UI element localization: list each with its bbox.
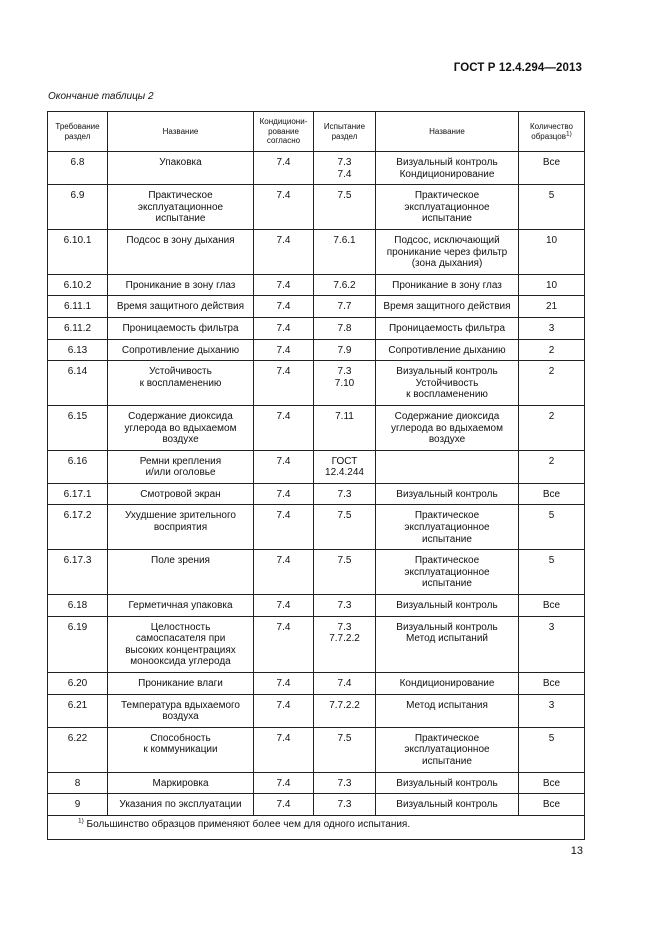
sample-count-cell: Все	[519, 595, 585, 617]
sample-count-cell: Все	[519, 483, 585, 505]
table-row	[48, 317, 585, 339]
requirement-section-cell: 6.13	[48, 339, 108, 361]
table-row	[48, 727, 585, 772]
test-section-cell: 7.3	[314, 595, 376, 617]
page-number: 13	[570, 845, 583, 857]
conditioning-cell: 7.4	[254, 405, 314, 450]
conditioning-cell: 7.4	[254, 229, 314, 274]
requirement-section-cell: 6.18	[48, 595, 108, 617]
test-section-cell: 7.3	[314, 483, 376, 505]
test-section-cell: ГОСТ 12.4.244	[314, 450, 376, 483]
test-name-cell: Визуальный контроль Устойчивость к воспламенению	[376, 361, 519, 406]
sample-count-cell: 21	[519, 296, 585, 318]
requirement-section-cell: 6.8	[48, 152, 108, 185]
table-row	[48, 152, 585, 185]
test-section-cell: 7.3	[314, 794, 376, 816]
requirement-name-cell: Устойчивость к воспламенению	[108, 361, 254, 406]
requirement-section-cell: 6.21	[48, 694, 108, 727]
test-name-cell: Визуальный контроль	[376, 794, 519, 816]
requirement-name-cell: Упаковка	[108, 152, 254, 185]
test-name-cell: Практическое эксплуатационное испытание	[376, 505, 519, 550]
sample-count-cell: 5	[519, 505, 585, 550]
test-name-cell	[376, 450, 519, 483]
test-section-cell: 7.3 7.7.2.2	[314, 616, 376, 672]
requirement-section-cell: 6.15	[48, 405, 108, 450]
requirement-section-cell: 6.14	[48, 361, 108, 406]
conditioning-cell: 7.4	[254, 673, 314, 695]
requirement-section-cell: 6.17.1	[48, 483, 108, 505]
requirement-section-cell: 6.17.2	[48, 505, 108, 550]
requirement-section-cell: 6.22	[48, 727, 108, 772]
table-row	[48, 694, 585, 727]
requirement-name-cell: Проникание в зону глаз	[108, 274, 254, 296]
sample-count-cell: 3	[519, 616, 585, 672]
table-row	[48, 339, 585, 361]
requirement-name-cell: Проникание влаги	[108, 673, 254, 695]
test-name-cell: Подсос, исключающий проникание через фильтр (зона дыхания)	[376, 229, 519, 274]
document-header: ГОСТ Р 12.4.294—2013	[453, 62, 582, 74]
requirement-name-cell: Герметичная упаковка	[108, 595, 254, 617]
requirement-section-cell: 6.17.3	[48, 550, 108, 595]
column-header: Название	[376, 112, 519, 152]
requirement-name-cell: Содержание диоксида углерода во вдыхаемом воздухе	[108, 405, 254, 450]
requirement-section-cell: 6.9	[48, 185, 108, 230]
requirement-name-cell: Температура вдыхаемого воздуха	[108, 694, 254, 727]
conditioning-cell: 7.4	[254, 296, 314, 318]
requirement-name-cell: Поле зрения	[108, 550, 254, 595]
test-name-cell: Сопротивление дыханию	[376, 339, 519, 361]
conditioning-cell: 7.4	[254, 317, 314, 339]
test-section-cell: 7.3 7.10	[314, 361, 376, 406]
test-section-cell: 7.4	[314, 673, 376, 695]
sample-count-cell: Все	[519, 673, 585, 695]
conditioning-cell: 7.4	[254, 483, 314, 505]
sample-count-cell: 2	[519, 405, 585, 450]
test-section-cell: 7.7	[314, 296, 376, 318]
footnote-marker: 1)	[78, 817, 84, 825]
test-name-cell: Визуальный контроль	[376, 772, 519, 794]
sample-count-cell: 5	[519, 727, 585, 772]
sample-count-cell: Все	[519, 772, 585, 794]
column-header: Испытание раздел	[314, 112, 376, 152]
sample-count-cell: 2	[519, 450, 585, 483]
test-name-cell: Практическое эксплуатационное испытание	[376, 550, 519, 595]
requirement-name-cell: Ухудшение зрительного восприятия	[108, 505, 254, 550]
footnote-text: Большинство образцов применяют более чем для одного испытания.	[83, 818, 411, 830]
table-row	[48, 450, 585, 483]
requirement-section-cell: 6.20	[48, 673, 108, 695]
requirement-name-cell: Подсос в зону дыхания	[108, 229, 254, 274]
table-row	[48, 616, 585, 672]
test-name-cell: Визуальный контроль	[376, 483, 519, 505]
test-section-cell: 7.9	[314, 339, 376, 361]
table-row	[48, 550, 585, 595]
test-name-cell: Время защитного действия	[376, 296, 519, 318]
conditioning-cell: 7.4	[254, 794, 314, 816]
test-name-cell: Метод испытания	[376, 694, 519, 727]
requirement-section-cell: 6.19	[48, 616, 108, 672]
table-row	[48, 185, 585, 230]
table-row	[48, 229, 585, 274]
requirement-section-cell: 6.11.1	[48, 296, 108, 318]
requirement-name-cell: Ремни крепления и/или оголовье	[108, 450, 254, 483]
table-row	[48, 595, 585, 617]
sample-count-cell: 3	[519, 317, 585, 339]
test-name-cell: Визуальный контроль Метод испытаний	[376, 616, 519, 672]
table-row	[48, 296, 585, 318]
conditioning-cell: 7.4	[254, 361, 314, 406]
test-section-cell: 7.3	[314, 772, 376, 794]
table-row	[48, 673, 585, 695]
requirement-section-cell: 9	[48, 794, 108, 816]
test-name-cell: Содержание диоксида углерода во вдыхаемом воздухе	[376, 405, 519, 450]
table-row	[48, 274, 585, 296]
sample-count-cell: 5	[519, 550, 585, 595]
table-row	[48, 361, 585, 406]
conditioning-cell: 7.4	[254, 185, 314, 230]
requirement-section-cell: 6.11.2	[48, 317, 108, 339]
test-name-cell: Практическое эксплуатационное испытание	[376, 727, 519, 772]
test-section-cell: 7.5	[314, 550, 376, 595]
sample-count-cell: 2	[519, 339, 585, 361]
conditioning-cell: 7.4	[254, 274, 314, 296]
conditioning-cell: 7.4	[254, 339, 314, 361]
conditioning-cell: 7.4	[254, 616, 314, 672]
requirement-section-cell: 8	[48, 772, 108, 794]
column-header: Название	[108, 112, 254, 152]
requirement-name-cell: Маркировка	[108, 772, 254, 794]
test-name-cell: Визуальный контроль	[376, 595, 519, 617]
requirement-section-cell: 6.10.2	[48, 274, 108, 296]
table-row	[48, 405, 585, 450]
sample-count-cell: 5	[519, 185, 585, 230]
test-section-cell: 7.6.1	[314, 229, 376, 274]
requirement-section-cell: 6.10.1	[48, 229, 108, 274]
requirement-name-cell: Смотровой экран	[108, 483, 254, 505]
test-section-cell: 7.5	[314, 185, 376, 230]
table-row	[48, 772, 585, 794]
requirement-name-cell: Проницаемость фильтра	[108, 317, 254, 339]
requirement-name-cell: Указания по эксплуатации	[108, 794, 254, 816]
conditioning-cell: 7.4	[254, 550, 314, 595]
conditioning-cell: 7.4	[254, 727, 314, 772]
requirement-name-cell: Сопротивление дыханию	[108, 339, 254, 361]
conditioning-cell: 7.4	[254, 772, 314, 794]
test-section-cell: 7.6.2	[314, 274, 376, 296]
sample-count-cell: Все	[519, 794, 585, 816]
conditioning-cell: 7.4	[254, 152, 314, 185]
test-section-cell: 7.5	[314, 727, 376, 772]
conditioning-cell: 7.4	[254, 450, 314, 483]
test-section-cell: 7.11	[314, 405, 376, 450]
sample-count-cell: Все	[519, 152, 585, 185]
test-section-cell: 7.7.2.2	[314, 694, 376, 727]
test-name-cell: Практическое эксплуатационное испытание	[376, 185, 519, 230]
footnote-marker: 1)	[565, 129, 572, 137]
test-section-cell: 7.8	[314, 317, 376, 339]
requirement-section-cell: 6.16	[48, 450, 108, 483]
conditioning-cell: 7.4	[254, 505, 314, 550]
sample-count-cell: 10	[519, 274, 585, 296]
conditioning-cell: 7.4	[254, 694, 314, 727]
table-row	[48, 794, 585, 816]
column-header: Требование раздел	[48, 112, 108, 152]
footnote-row	[48, 815, 585, 839]
requirement-name-cell: Время защитного действия	[108, 296, 254, 318]
sample-count-cell: 10	[519, 229, 585, 274]
table-header-row	[48, 112, 585, 152]
test-name-cell: Проникание в зону глаз	[376, 274, 519, 296]
column-header-label: Количество образцов	[530, 121, 573, 141]
table-caption: Окончание таблицы 2	[48, 91, 154, 102]
conditioning-cell: 7.4	[254, 595, 314, 617]
requirement-name-cell: Практическое эксплуатационное испытание	[108, 185, 254, 230]
test-name-cell: Визуальный контроль Кондиционирование	[376, 152, 519, 185]
test-section-cell: 7.3 7.4	[314, 152, 376, 185]
table-row	[48, 483, 585, 505]
footnote-cell	[48, 815, 585, 839]
requirement-name-cell: Целостность самоспасателя при высоких концентрациях монооксида углерода	[108, 616, 254, 672]
requirement-name-cell: Способность к коммуникации	[108, 727, 254, 772]
table-row	[48, 505, 585, 550]
requirements-table	[47, 111, 585, 840]
column-header: Кондициони- рование согласно	[254, 112, 314, 152]
test-section-cell: 7.5	[314, 505, 376, 550]
column-header	[519, 112, 585, 152]
test-name-cell: Кондиционирование	[376, 673, 519, 695]
sample-count-cell: 3	[519, 694, 585, 727]
table-body	[48, 152, 585, 816]
sample-count-cell: 2	[519, 361, 585, 406]
test-name-cell: Проницаемость фильтра	[376, 317, 519, 339]
